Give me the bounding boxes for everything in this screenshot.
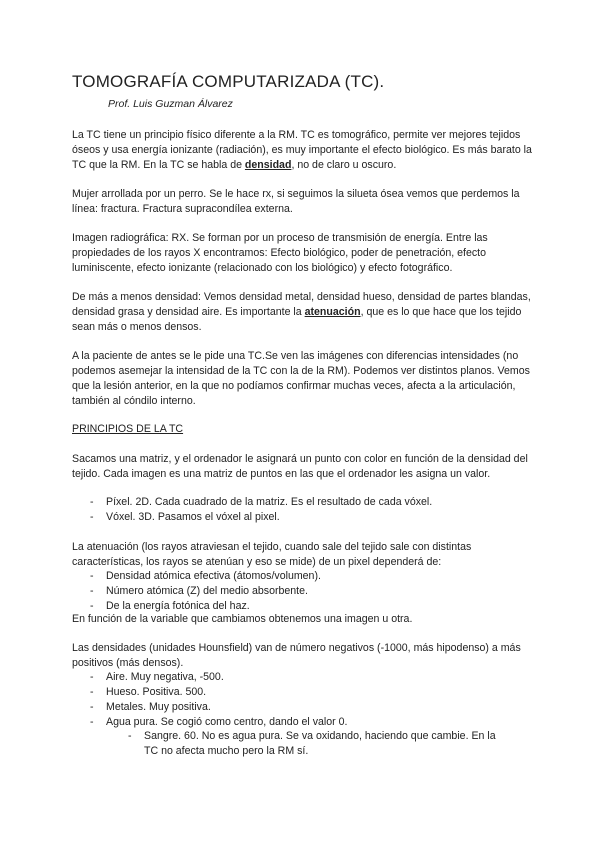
list-item: - Píxel. 2D. Cada cuadrado de la matriz. Es el resultado de cada vóxel. bbox=[90, 495, 432, 510]
list-item: - Vóxel. 3D. Pasamos el vóxel al pixel. bbox=[90, 510, 432, 525]
list-item: - Aire. Muy negativa, -500. bbox=[90, 670, 347, 685]
paragraph-patient: A la paciente de antes se le pide una TC.Se ven las imágenes con diferencias intensidades (no podemos asemejar la intensidad de la TC con la de la RM). Podemos ver distintos planos. Vemos que la lesión anterior, en la que no podíamos confirmar muchas veces, afecta a la articulación, también al cóndilo interno. bbox=[72, 350, 530, 407]
list-pixel-voxel bbox=[90, 495, 432, 525]
list-densities bbox=[90, 670, 347, 730]
list-factors bbox=[90, 569, 321, 614]
list-item: - Densidad atómica efectiva (átomos/volumen). bbox=[90, 569, 321, 584]
author-line: Prof. Luis Guzman Álvarez bbox=[108, 98, 233, 110]
paragraph-variable: En función de la variable que cambiamos obtenemos una imagen u otra. bbox=[72, 613, 413, 625]
document-title: TOMOGRAFÍA COMPUTARIZADA (TC). bbox=[72, 72, 385, 91]
list-item: - De la energía fotónica del haz. bbox=[90, 599, 321, 614]
paragraph-intro bbox=[72, 128, 532, 173]
sublist-blood bbox=[128, 729, 508, 759]
paragraph-hounsfield: Las densidades (unidades Hounsfield) van de número negativos (-1000, más hipodenso) a más positivos (más densos). bbox=[72, 642, 521, 669]
paragraph-matrix: Sacamos una matriz, y el ordenador le asignará un punto con color en función de la densidad del tejido. Cada imagen es una matriz de puntos en las que el ordenador les asigna un valor. bbox=[72, 453, 528, 480]
list-item: - Número atómica (Z) del medio absorbente. bbox=[90, 584, 321, 599]
list-item: - Agua pura. Se cogió como centro, dando el valor 0. bbox=[90, 715, 347, 730]
paragraph-text: La TC tiene un principio físico diferente a la RM. TC es tomográfico, permite ver mejores tejidos óseos y usa energía ionizante (radiación), es muy importante el efecto biológico. Es más barato la TC que la RM. En la TC se habla de bbox=[72, 129, 532, 171]
list-item: - Metales. Muy positiva. bbox=[90, 700, 347, 715]
paragraph-case: Mujer arrollada por un perro. Se le hace rx, si seguimos la silueta ósea vemos que perdemos la línea: fractura. Fractura supracondílea externa. bbox=[72, 188, 520, 215]
paragraph-density bbox=[72, 290, 532, 335]
keyword-densidad: densidad bbox=[244, 159, 292, 171]
paragraph-text: De más a menos densidad: Vemos densidad metal, densidad hueso, densidad de partes blandas, densidad grasa y densidad aire. Es importante la bbox=[72, 291, 531, 318]
paragraph-rx: Imagen radiográfica: RX. Se forman por un proceso de transmisión de energía. Entre las propiedades de los rayos X encontramos: Efecto biológico, poder de penetración, efecto luminiscente, efecto ionizante (relacionado con los biológico) y efecto fotográfico. bbox=[72, 232, 488, 274]
paragraph-text: , no de claro u oscuro. bbox=[291, 159, 397, 171]
list-item: - Sangre. 60. No es agua pura. Se va oxidando, haciendo que cambie. En la TC no afecta mucho pero la RM sí. bbox=[128, 729, 508, 759]
list-item: - Hueso. Positiva. 500. bbox=[90, 685, 347, 700]
keyword-atenuacion: atenuación bbox=[304, 306, 361, 318]
paragraph-attenuation: La atenuación (los rayos atraviesan el tejido, cuando sale del tejido sale con distintas características, los rayos se atenúan y eso se mide) de un pixel dependerá de: bbox=[72, 541, 472, 568]
section-heading: PRINCIPIOS DE LA TC bbox=[72, 423, 184, 435]
paragraph-text: , que es lo que hace que los tejido sean más o menos densos. bbox=[72, 306, 522, 333]
